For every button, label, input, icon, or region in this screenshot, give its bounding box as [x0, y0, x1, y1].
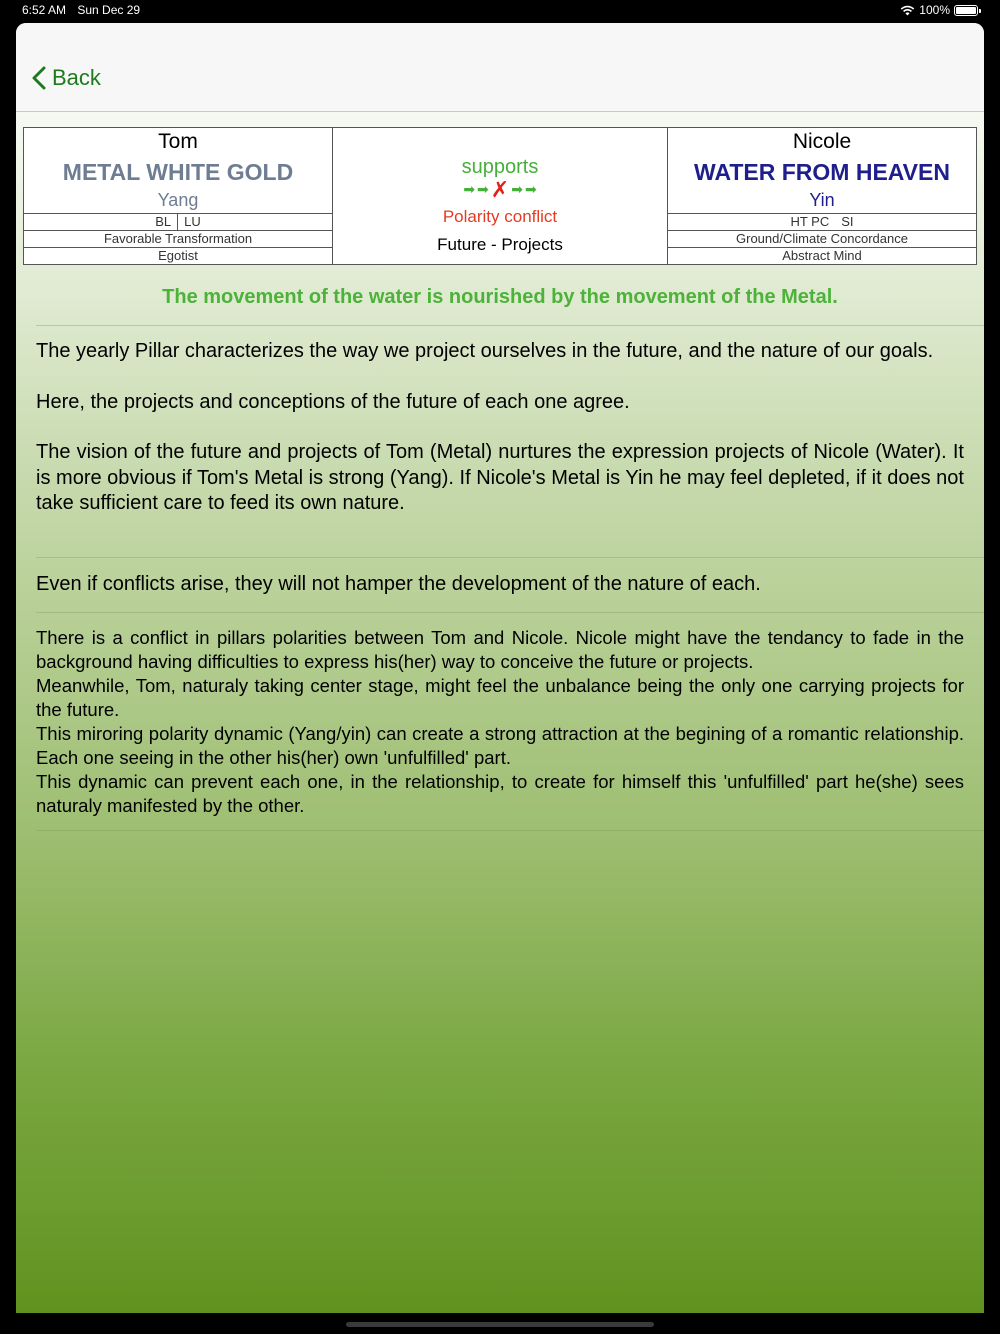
- section-conflicts: [36, 572, 964, 598]
- status-time: 6:52 AM: [22, 3, 67, 17]
- headline: The movement of the water is nourished by the movement of the Metal.: [162, 286, 838, 308]
- right-meridian-1: HT PC: [790, 214, 830, 229]
- relation-card: [333, 128, 668, 265]
- left-person-card: [24, 128, 333, 265]
- modal-sheet: [16, 23, 984, 1313]
- right-person-card: [668, 128, 977, 265]
- left-person-name: Tom: [158, 130, 198, 153]
- paragraph: This miroring polarity dynamic (Yang/yin) can create a strong attraction at the begining of a romantic relationship. Each one seeing in the other his(her) own 'unfulfilled' part.: [36, 723, 964, 768]
- right-trait: Abstract Mind: [668, 247, 976, 264]
- pillar-label: Future - Projects: [437, 234, 563, 254]
- status-bar: [0, 0, 1000, 22]
- wifi-icon: [900, 5, 915, 16]
- battery-icon: [954, 5, 978, 16]
- paragraph: Meanwhile, Tom, naturaly taking center stage, might feel the unbalance being the only one carrying projects for the future.: [36, 675, 964, 720]
- chevron-left-icon: [32, 66, 46, 90]
- section-yearly-pillar: [36, 339, 964, 517]
- divider: [36, 557, 984, 558]
- relation-label: supports: [461, 155, 539, 178]
- left-polarity: Yang: [157, 190, 199, 210]
- left-trait: Egotist: [24, 247, 332, 264]
- polarity-conflict-label: Polarity conflict: [442, 206, 558, 226]
- paragraph: This dynamic can prevent each one, in the relationship, to create for himself this 'unfulfilled' part he(she) sees naturaly manifested by the other.: [36, 771, 964, 816]
- navigation-bar: [16, 23, 984, 112]
- divider: [36, 612, 984, 613]
- cross-icon: ✗: [490, 176, 510, 202]
- divider: [36, 325, 984, 326]
- arrow-right-icon: ➡: [511, 181, 523, 197]
- arrow-right-icon: ➡: [524, 181, 537, 197]
- battery-percent: 100%: [919, 3, 950, 17]
- paragraph: There is a conflict in pillars polarities between Tom and Nicole. Nicole might have the tendancy to fade in the background having difficulties to express his(her) way to conceive the future or projects.: [36, 627, 964, 672]
- section-polarity: [36, 626, 964, 818]
- left-meridians: [24, 213, 332, 230]
- left-element: METAL WHITE GOLD: [62, 159, 294, 185]
- right-polarity: Yin: [809, 190, 835, 210]
- arrow-right-icon: ➡: [477, 181, 489, 197]
- status-date: Sun Dec 29: [77, 3, 141, 17]
- left-transformation: Favorable Transformation: [24, 230, 332, 247]
- divider: [36, 830, 984, 831]
- home-indicator: [346, 1322, 654, 1327]
- right-meridians: [668, 213, 976, 230]
- left-meridian-2: LU: [184, 214, 201, 229]
- arrow-right-icon: ➡: [463, 181, 476, 197]
- compatibility-table: [23, 127, 977, 265]
- right-person-name: Nicole: [792, 130, 852, 153]
- right-element: WATER FROM HEAVEN: [694, 159, 950, 185]
- left-meridian-1: BL: [149, 214, 178, 230]
- right-meridian-2: SI: [841, 214, 854, 229]
- paragraph: The yearly Pillar characterizes the way we project ourselves in the future, and the nature of our goals.: [36, 340, 934, 362]
- paragraph: The vision of the future and projects of Tom (Metal) nurtures the expression projects of Nicole (Water). It is more obvious if Tom's Metal is strong (Yang). If Nicole's Metal is Yin he may feel depleted, if it does not take sufficient care to feed its own nature.: [36, 441, 964, 514]
- paragraph: Even if conflicts arise, they will not hamper the development of the nature of each.: [36, 573, 761, 595]
- right-transformation: Ground/Climate Concordance: [668, 230, 976, 247]
- paragraph: Here, the projects and conceptions of the future of each one agree.: [36, 390, 630, 413]
- back-label: Back: [52, 65, 101, 90]
- relation-arrows: [333, 176, 667, 202]
- back-button[interactable]: [32, 65, 101, 91]
